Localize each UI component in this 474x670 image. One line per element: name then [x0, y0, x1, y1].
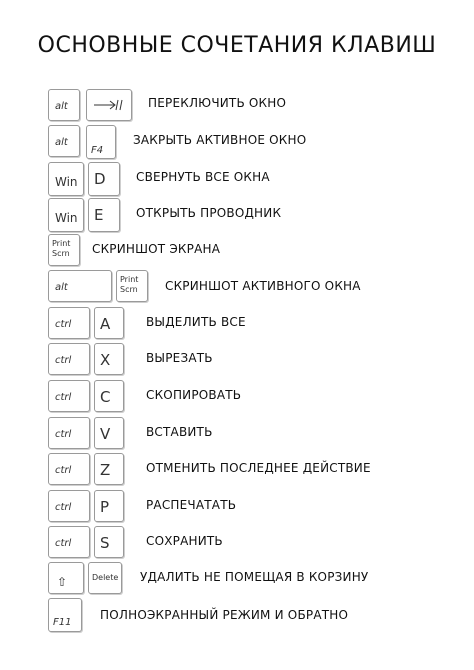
- win-key: Win: [48, 198, 84, 232]
- shortcut-label-fullscreen: ПОЛНОЭКРАННЫЙ РЕЖИМ И ОБРАТНО: [100, 608, 349, 622]
- alt-key: alt: [48, 89, 80, 121]
- shift-key: ⇧: [48, 562, 84, 594]
- shortcut-label-switch-window: ПЕРЕКЛЮЧИТЬ ОКНО: [148, 96, 287, 110]
- p-key: P: [94, 490, 124, 522]
- print-screen-key: Print Scrn: [116, 270, 148, 302]
- tab-arrow-icon: [92, 98, 124, 112]
- f4-key: F4: [86, 125, 116, 159]
- win-key: Win: [48, 162, 84, 196]
- shortcut-label-print: РАСПЕЧАТАТЬ: [146, 498, 237, 512]
- ctrl-key: ctrl: [48, 417, 90, 449]
- shortcut-label-save: СОХРАНИТЬ: [146, 534, 223, 548]
- ctrl-key: ctrl: [48, 526, 90, 558]
- d-key: D: [88, 162, 120, 196]
- delete-key: Delete: [88, 562, 122, 594]
- shortcut-label-select-all: ВЫДЕЛИТЬ ВСЕ: [146, 315, 246, 329]
- s-key: S: [94, 526, 124, 558]
- ctrl-key: ctrl: [48, 343, 90, 375]
- shortcut-label-paste: ВСТАВИТЬ: [146, 425, 213, 439]
- shortcut-label-undo: ОТМЕНИТЬ ПОСЛЕДНЕЕ ДЕЙСТВИЕ: [146, 461, 371, 475]
- alt-key: alt: [48, 125, 80, 157]
- ctrl-key: ctrl: [48, 307, 90, 339]
- shortcut-label-copy: СКОПИРОВАТЬ: [146, 388, 242, 402]
- f11-key: F11: [48, 598, 82, 632]
- a-key: A: [94, 307, 124, 339]
- ctrl-key: ctrl: [48, 453, 90, 485]
- shortcut-label-cut: ВЫРЕЗАТЬ: [146, 351, 213, 365]
- shortcut-label-delete-permanently: УДАЛИТЬ НЕ ПОМЕЩАЯ В КОРЗИНУ: [140, 570, 369, 584]
- tab-key: [86, 89, 132, 121]
- c-key: C: [94, 380, 124, 412]
- ctrl-key: ctrl: [48, 490, 90, 522]
- e-key: E: [88, 198, 120, 232]
- shortcut-label-close-window: ЗАКРЫТЬ АКТИВНОЕ ОКНО: [133, 133, 307, 147]
- shortcut-label-screenshot-window: СКРИНШОТ АКТИВНОГО ОКНА: [165, 279, 361, 293]
- x-key: X: [94, 343, 124, 375]
- v-key: V: [94, 417, 124, 449]
- print-screen-key: Print Scrn: [48, 234, 80, 266]
- ctrl-key: ctrl: [48, 380, 90, 412]
- alt-key: alt: [48, 270, 112, 302]
- shortcut-label-open-explorer: ОТКРЫТЬ ПРОВОДНИК: [136, 206, 282, 220]
- shortcut-label-screenshot: СКРИНШОТ ЭКРАНА: [92, 242, 221, 256]
- shortcut-label-minimize-all: СВЕРНУТЬ ВСЕ ОКНА: [136, 170, 270, 184]
- page-title: ОСНОВНЫЕ СОЧЕТАНИЯ КЛАВИШ: [37, 33, 437, 58]
- z-key: Z: [94, 453, 124, 485]
